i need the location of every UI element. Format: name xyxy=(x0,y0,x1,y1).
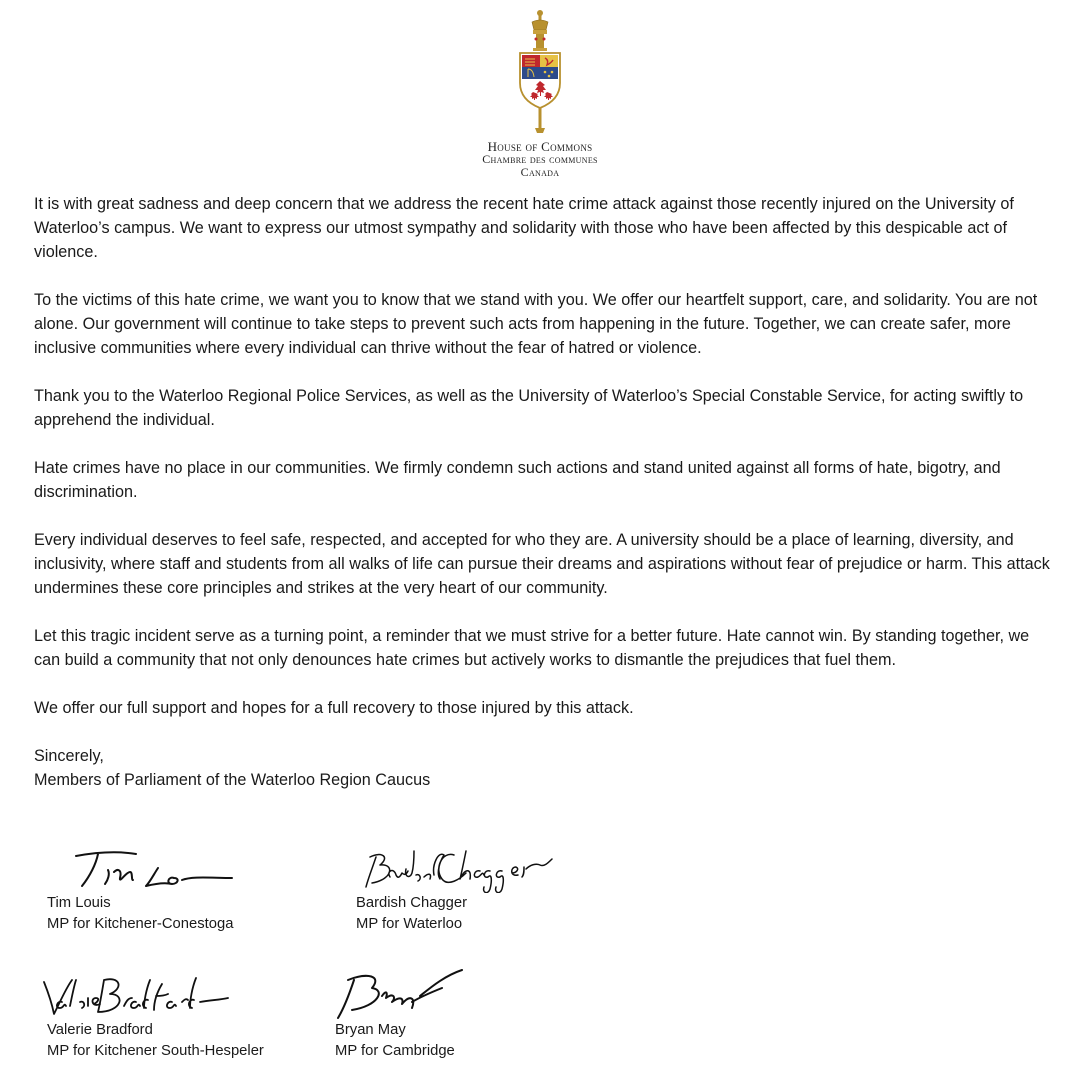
signatory-title: MP for Cambridge xyxy=(335,1043,455,1059)
organization-name xyxy=(0,140,1080,179)
signatory-title: MP for Waterloo xyxy=(356,916,463,932)
signatory-bryan-may xyxy=(335,1020,455,1062)
signatory-title: MP for Kitchener-Conestoga xyxy=(47,916,234,932)
house-of-commons-crest-icon xyxy=(505,8,575,136)
paragraph: To the victims of this hate crime, we want you to know that we stand with you. We offer our heartfelt support, care, and solidarity. You are not alone. Our government will continue to take steps to prevent such acts from happening in the future. Together, we can create safer, more inclusive communities where every individual can thrive without the fear of hatred or violence. xyxy=(34,291,1038,357)
signature-bardish-chagger xyxy=(362,845,557,893)
closing xyxy=(34,744,1056,792)
signatory-name: Bardish Chagger xyxy=(356,895,468,911)
signature-valerie-bradford xyxy=(40,972,235,1020)
org-country: Canada xyxy=(520,165,560,179)
signatory-bardish-chagger xyxy=(356,893,467,935)
signature-tim-louis xyxy=(58,848,238,892)
closing-group: Members of Parliament of the Waterloo Region Caucus xyxy=(34,771,431,789)
letter-body xyxy=(34,192,1056,792)
signatory-title: MP for Kitchener South-Hespeler xyxy=(47,1043,264,1059)
org-name-english: House of Commons xyxy=(487,139,593,154)
signatory-name: Tim Louis xyxy=(47,895,111,911)
paragraph: We offer our full support and hopes for a full recovery to those injured by this attack. xyxy=(34,699,634,717)
signatory-name: Bryan May xyxy=(335,1022,406,1038)
letterhead xyxy=(0,8,1080,179)
closing-salutation: Sincerely, xyxy=(34,747,104,765)
signatory-valerie-bradford xyxy=(47,1020,264,1062)
signatory-name: Valerie Bradford xyxy=(47,1022,153,1038)
paragraph: Thank you to the Waterloo Regional Police Services, as well as the University of Waterloo’s Special Constable Service, for acting swiftly to apprehend the individual. xyxy=(34,387,1024,429)
org-name-french: Chambre des communes xyxy=(482,152,598,166)
paragraph: Hate crimes have no place in our communities. We firmly condemn such actions and stand united against all forms of hate, bigotry, and discrimination. xyxy=(34,459,1001,501)
paragraph: Every individual deserves to feel safe, respected, and accepted for who they are. A university should be a place of learning, diversity, and inclusivity, where staff and students from all walks of life can pursue their dreams and aspirations without fear of prejudice or harm. This attack undermines these core principles and strikes at the very heart of our community. xyxy=(34,531,1050,597)
signatory-tim-louis xyxy=(47,893,233,935)
paragraph: Let this tragic incident serve as a turning point, a reminder that we must strive for a better future. Hate cannot win. By standing together, we can build a community that not only denounces hate crimes but actively works to dismantle the prejudices that fuel them. xyxy=(34,627,1030,669)
signature-bryan-may xyxy=(330,966,470,1022)
paragraph: It is with great sadness and deep concern that we address the recent hate crime attack against those recently injured on the University of Waterloo’s campus. We want to express our utmost sympathy and solidarity with those who have been affected by this despicable act of violence. xyxy=(34,195,1014,261)
